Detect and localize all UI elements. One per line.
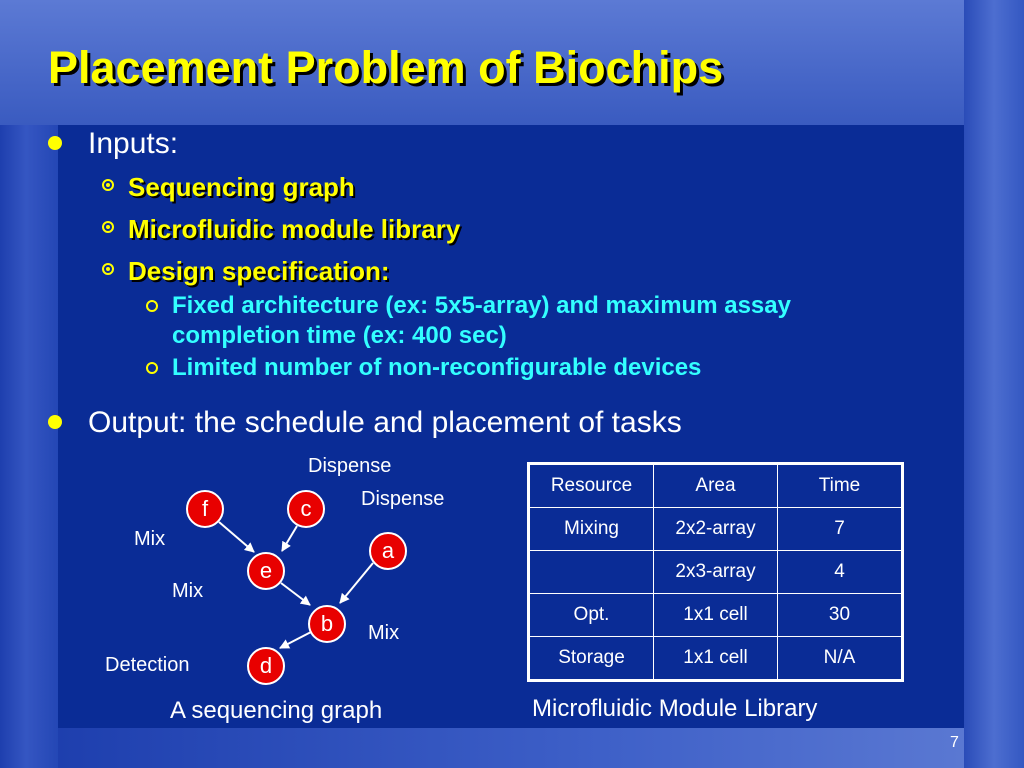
table-header-cell: Area [654, 464, 778, 508]
label-detection: Detection [105, 654, 190, 676]
graph-node-d: d [247, 647, 285, 685]
sub-bullet-text: Design specification: [128, 256, 390, 286]
table-header-row [529, 464, 903, 508]
table-cell: Opt. [529, 594, 654, 637]
slide-title: Placement Problem of Biochips [48, 42, 724, 93]
label-mix-f: Mix [134, 528, 166, 550]
edge-b-d [280, 632, 311, 648]
table-cell: 4 [778, 551, 903, 594]
table-header-cell: Time [778, 464, 903, 508]
table-cell: N/A [778, 637, 903, 681]
table-cell [529, 551, 654, 594]
bullet-output-text: Output: the schedule and placement of tasks [88, 406, 682, 439]
table-header-cell: Resource [529, 464, 654, 508]
table-cell: 1x1 cell [654, 637, 778, 681]
spec-item-text: Limited number of non-reconfigurable devices [172, 354, 702, 381]
edge-a-b [340, 563, 373, 603]
table-row [529, 594, 903, 637]
table-row [529, 508, 903, 551]
spec-item-text: Fixed architecture (ex: 5x5-array) and maximum assay completion time (ex: 400 sec) [172, 292, 791, 349]
graph-node-f: f [186, 490, 224, 528]
table-cell: Mixing [529, 508, 654, 551]
graph-node-e: e [247, 552, 285, 590]
sub-bullet-text: Microfluidic module library [128, 214, 461, 244]
graph-node-b: b [308, 605, 346, 643]
table-cell: 1x1 cell [654, 594, 778, 637]
label-dispense-c: Dispense [308, 455, 392, 477]
module-library-table [527, 462, 904, 682]
table-cell: 2x2-array [654, 508, 778, 551]
module-library-caption: Microfluidic Module Library [532, 695, 818, 722]
label-mix-b: Mix [368, 622, 400, 644]
table-row [529, 551, 903, 594]
bullet-inputs-text: Inputs: [88, 127, 179, 160]
table-cell: 2x3-array [654, 551, 778, 594]
graph-node-a: a [369, 532, 407, 570]
table-cell: 7 [778, 508, 903, 551]
label-dispense-a: Dispense [361, 488, 445, 510]
table-row [529, 637, 903, 681]
sequencing-graph-caption: A sequencing graph [170, 697, 383, 724]
graph-node-c: c [287, 490, 325, 528]
page-number: 7 [950, 734, 959, 751]
table-cell: 30 [778, 594, 903, 637]
sub-bullet-text: Sequencing graph [128, 172, 355, 202]
edge-c-e [282, 526, 297, 551]
edge-e-b [281, 583, 310, 605]
edge-f-e [219, 522, 254, 552]
label-mix-e: Mix [172, 580, 204, 602]
table-cell: Storage [529, 637, 654, 681]
